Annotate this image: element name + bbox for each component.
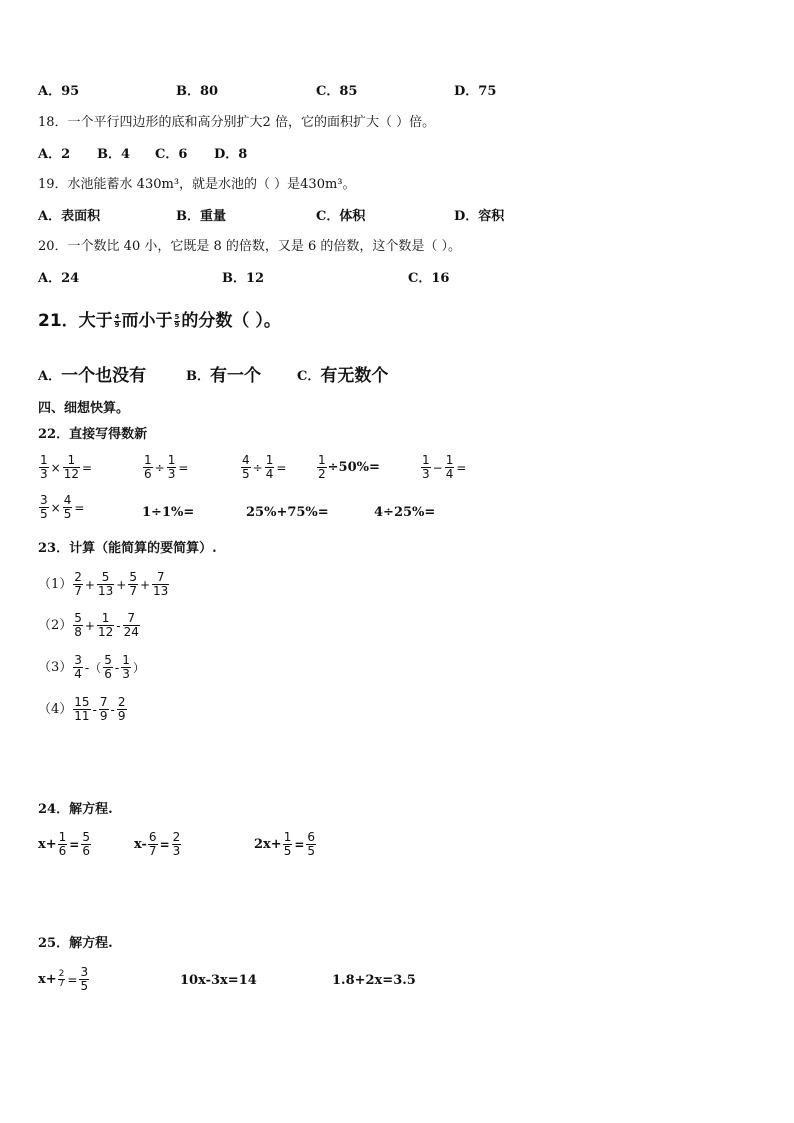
operator: - [116, 618, 121, 633]
operator: × [50, 500, 61, 515]
denominator: 24 [123, 625, 139, 639]
denominator: 9 [174, 321, 180, 329]
q20-option-b: B．12 [222, 271, 265, 286]
equals: = [276, 460, 287, 475]
q22-expr-9: 4÷25%= [374, 505, 436, 520]
denominator: 3 [172, 844, 181, 858]
fraction [97, 571, 114, 598]
denominator: 5 [283, 844, 292, 858]
fraction [317, 454, 327, 481]
q21-option-b [186, 368, 261, 385]
numerator: 5 [74, 611, 82, 625]
denominator: 11 [74, 709, 90, 723]
equals: = [74, 500, 85, 515]
q22-expr-8: 25%+75%= [246, 505, 329, 520]
numerator: 5 [82, 830, 90, 844]
operator: -（ [84, 660, 102, 675]
numerator: 1 [122, 653, 130, 667]
denominator: 3 [122, 667, 130, 681]
fraction [172, 831, 182, 858]
operator: × [50, 460, 61, 475]
fraction [103, 654, 113, 681]
fraction [73, 696, 90, 723]
operator: - [92, 702, 97, 717]
numerator: 5 [104, 653, 112, 667]
denominator: 6 [104, 667, 112, 681]
denominator: 5 [80, 979, 89, 993]
numerator: 2 [172, 830, 181, 844]
fraction [265, 454, 275, 481]
fraction [421, 454, 431, 481]
equation-prefix: 2x+ [254, 837, 282, 852]
numerator: 1 [318, 453, 326, 467]
numerator: 2 [74, 570, 82, 584]
option-letter: B． [186, 369, 210, 384]
q17-option-d: D．75 [454, 84, 497, 99]
q22-expr-6 [38, 494, 85, 521]
denominator: 5 [307, 844, 316, 858]
denominator: 2 [318, 467, 326, 481]
q17-option-a: A．95 [38, 84, 80, 99]
q23-problem-4 [38, 696, 128, 723]
numerator: 5 [174, 313, 180, 321]
fraction [306, 831, 316, 858]
equation-prefix: x+ [38, 837, 57, 852]
numerator: 4 [242, 453, 250, 467]
equals: = [294, 837, 305, 852]
denominator: 9 [99, 709, 108, 723]
equals: = [69, 837, 80, 852]
fraction [148, 831, 158, 858]
q19-option-d: D．容积 [454, 209, 505, 224]
q20-option-c: C．16 [408, 271, 450, 286]
fraction [73, 571, 83, 598]
q19-option-b: B．重量 [176, 209, 226, 224]
q18-option-a: A．2 [38, 147, 71, 162]
numerator: 3 [80, 965, 89, 979]
operator: ÷ [154, 460, 165, 475]
fraction [58, 831, 68, 858]
q17-option-c: C．85 [316, 84, 358, 99]
q24-equation-2 [134, 831, 182, 858]
option-text: 有无数个 [320, 366, 389, 386]
numerator: 15 [74, 695, 90, 709]
numerator: 1 [144, 453, 152, 467]
option-letter: A． [38, 369, 62, 384]
q17-option-b: B．80 [176, 84, 219, 99]
fraction [39, 454, 49, 481]
q22-expr-2 [142, 454, 189, 481]
problem-label: （1） [38, 577, 73, 592]
fraction [241, 454, 251, 481]
numerator: 1 [67, 453, 76, 467]
q25-equation-1 [38, 966, 90, 993]
fraction [128, 571, 138, 598]
fraction [121, 654, 131, 681]
denominator: 3 [422, 467, 430, 481]
numerator: 7 [127, 611, 136, 625]
denominator: 5 [40, 507, 48, 521]
option-letter: C． [297, 369, 321, 384]
equals: = [81, 460, 93, 475]
q22-expr-5 [420, 454, 467, 481]
numerator: 4 [114, 313, 120, 321]
operator: ÷ [252, 460, 263, 475]
expression-rest: ÷50%= [327, 460, 380, 475]
fraction [63, 494, 73, 521]
option-text: 一个也没有 [61, 366, 147, 386]
denominator: 7 [58, 979, 65, 989]
operator: - [110, 702, 115, 717]
numerator: 1 [58, 830, 67, 844]
q18-option-d: D．8 [214, 147, 248, 162]
denominator: 5 [242, 467, 250, 481]
denominator: 12 [63, 467, 79, 481]
operator: - [114, 660, 120, 675]
fraction [152, 571, 169, 598]
denominator: 6 [144, 467, 152, 481]
fraction [79, 966, 89, 993]
q20-question: 20．一个数比 40 小，它既是 8 的倍数，又是 6 的倍数，这个数是（ ）。 [38, 239, 462, 254]
q23-title: 23．计算（能简算的要简算）. [38, 541, 217, 556]
equals: = [178, 460, 189, 475]
q24-title: 24．解方程. [38, 802, 113, 817]
denominator: 4 [265, 467, 274, 481]
operator: + [116, 577, 127, 592]
q23-problem-1 [38, 571, 170, 598]
q22-expr-3 [240, 454, 287, 481]
fraction [143, 454, 153, 481]
q21-option-c [297, 368, 388, 385]
fraction [73, 612, 83, 639]
equals: = [159, 837, 170, 852]
denominator: 6 [58, 844, 67, 858]
numerator: 5 [101, 570, 110, 584]
q18-option-c: C．6 [155, 147, 188, 162]
q19-question: 19．水池能蓄水 430m³，就是水池的（ ）是430m³。 [38, 177, 356, 192]
denominator: 4 [445, 467, 454, 481]
q25-title: 25．解方程. [38, 936, 113, 951]
operator: + [84, 618, 95, 633]
numerator: 7 [99, 695, 108, 709]
q20-option-a: A．24 [38, 271, 80, 286]
equals: = [456, 460, 467, 475]
denominator: 12 [97, 625, 114, 639]
numerator: 3 [40, 493, 48, 507]
numerator: 7 [156, 570, 165, 584]
fraction [123, 612, 140, 639]
numerator: 6 [307, 830, 316, 844]
denominator: 3 [167, 467, 176, 481]
close-paren: ） [132, 660, 145, 675]
denominator: 8 [74, 625, 82, 639]
fraction [97, 612, 114, 639]
q21-fraction-upper [174, 314, 181, 329]
problem-label: （2） [38, 618, 73, 633]
q25-equation-3: 1.8+2x=3.5 [332, 973, 416, 988]
problem-label: （3） [38, 660, 73, 675]
equation-prefix: x- [134, 837, 147, 852]
numerator: 1 [283, 830, 292, 844]
denominator: 6 [82, 844, 90, 858]
fraction [117, 696, 127, 723]
numerator: 1 [167, 453, 176, 467]
q21-option-a [38, 368, 146, 385]
operator: − [432, 460, 443, 475]
fraction [445, 454, 455, 481]
q22-title: 22．直接写得数新 [38, 427, 148, 442]
denominator: 3 [40, 467, 48, 481]
numerator: 4 [63, 493, 72, 507]
q19-option-a: A．表面积 [38, 209, 101, 224]
numerator: 6 [148, 830, 157, 844]
denominator: 9 [117, 709, 126, 723]
fraction [73, 654, 83, 681]
option-text: 有一个 [210, 366, 261, 386]
equation-prefix: x+ [38, 972, 57, 987]
numerator: 5 [129, 570, 137, 584]
q23-problem-3 [38, 654, 146, 681]
q25-equation-2: 10x-3x=14 [180, 973, 257, 988]
q22-expr-7: 1÷1%= [142, 505, 195, 520]
denominator: 13 [153, 584, 169, 598]
numerator: 1 [265, 453, 274, 467]
q18-option-b: B．4 [97, 147, 131, 162]
fraction [283, 831, 293, 858]
q21-mid: 而小于 [121, 311, 173, 331]
equals: = [67, 972, 78, 987]
denominator: 5 [63, 507, 72, 521]
q24-equation-3 [254, 831, 317, 858]
numerator: 1 [101, 611, 110, 625]
numerator: 1 [445, 453, 454, 467]
operator: + [84, 577, 95, 592]
q22-expr-4 [316, 454, 380, 481]
denominator: 9 [114, 321, 120, 329]
q23-problem-2 [38, 612, 141, 639]
denominator: 4 [74, 667, 82, 681]
operator: + [139, 577, 151, 592]
numerator: 2 [117, 695, 126, 709]
fraction [39, 494, 49, 521]
q21-suffix: 的分数（ ）。 [181, 311, 281, 331]
q19-option-c: C．体积 [316, 209, 366, 224]
denominator: 13 [97, 584, 114, 598]
fraction [63, 454, 80, 481]
problem-label: （4） [38, 702, 73, 717]
q21-prefix: 21．大于 [38, 311, 113, 331]
fraction [99, 696, 109, 723]
fraction [167, 454, 177, 481]
denominator: 7 [129, 584, 137, 598]
numerator: 1 [422, 453, 430, 467]
numerator: 2 [58, 969, 65, 979]
denominator: 7 [74, 584, 82, 598]
q21-question [38, 313, 281, 330]
q24-equation-1 [38, 831, 92, 858]
fraction [58, 970, 66, 989]
numerator: 3 [74, 653, 82, 667]
q22-expr-1 [38, 454, 93, 481]
numerator: 1 [40, 453, 48, 467]
fraction [81, 831, 91, 858]
q21-fraction-lower [114, 314, 121, 329]
section-heading: 四、细想快算。 [38, 401, 130, 416]
denominator: 7 [148, 844, 157, 858]
q18-question: 18．一个平行四边形的底和高分别扩大2 倍，它的面积扩大（ ）倍。 [38, 115, 436, 130]
